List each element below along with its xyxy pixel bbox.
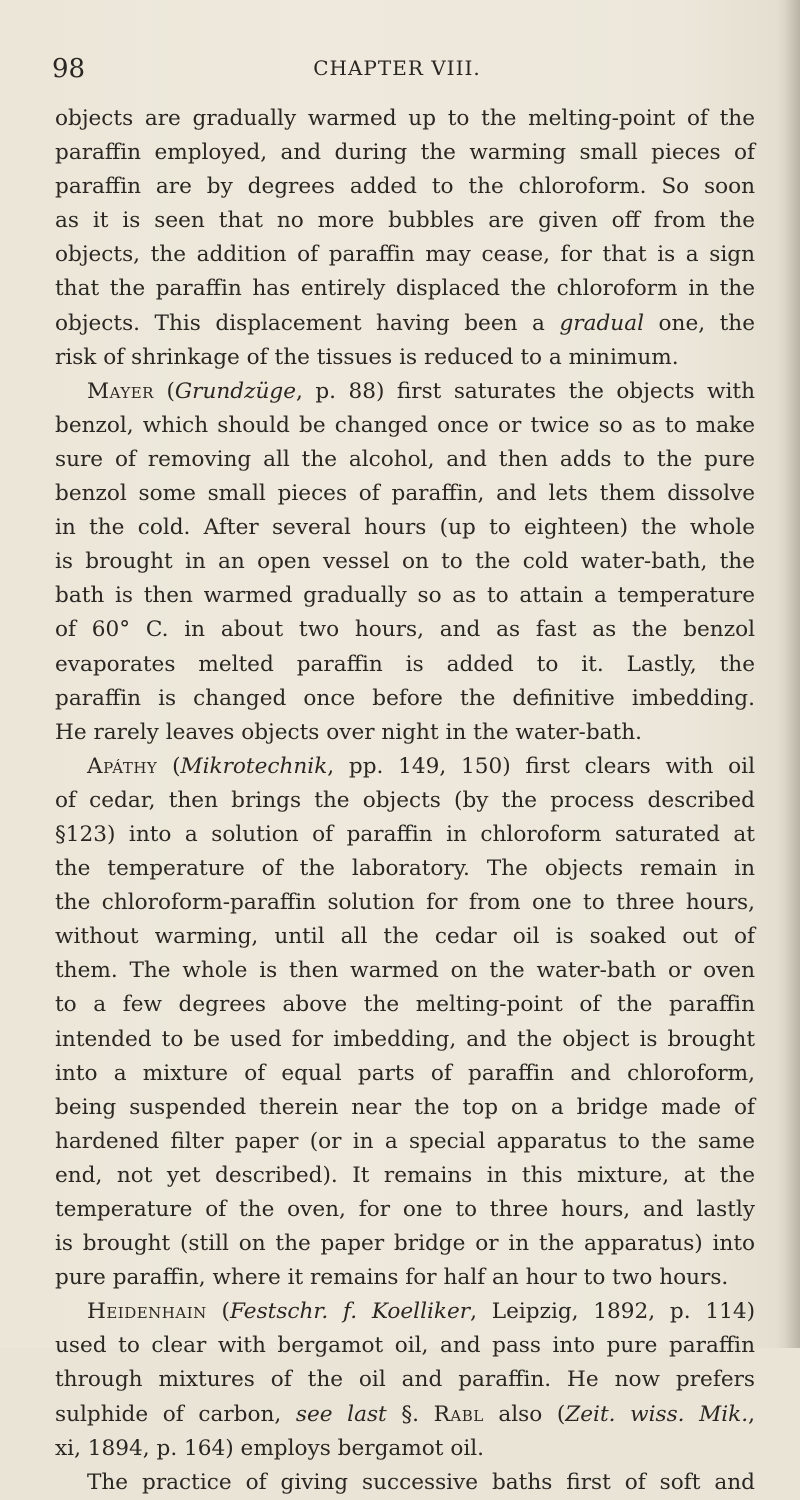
text-line [55,1363,755,1397]
text-run: bath is then warmed gradually so as to attain a temperature [55,583,755,609]
text-line [55,579,755,613]
text-run: risk of shrinkage of the tissues is reduced to a minimum. [55,344,679,370]
text-run: temperature of the oven, for one to three hours, and lastly [55,1197,755,1222]
text-line [55,1227,755,1261]
text-run: as it is seen that no more bubbles are given off from the [55,208,755,234]
author-name: Rabl [433,1401,484,1427]
text-run: one, the [644,310,755,336]
text-line [55,102,755,136]
text-run: sure of removing all the alcohol, and then adds to the pure [55,446,755,472]
text-line [55,341,755,375]
author-name: Heidenhain [87,1299,207,1325]
text-line [55,954,755,988]
text-line [55,1125,755,1159]
text-run: end, not yet described). It remains in this mixture, at the [55,1162,755,1188]
text-run: through mixtures of the oil and paraffin. He now prefers [55,1367,755,1393]
text-line [55,1295,755,1329]
text-line [55,988,755,1022]
text-run: , p. 88) first saturates the objects with [296,378,756,404]
text-run: of 60° C. in about two hours, and as fast as the benzol [55,617,755,643]
text-run: evaporates melted paraffin is added to it. Lastly, the [55,651,755,677]
text-run: paraffin are by degrees added to the chloroform. So soon [55,174,755,200]
text-run: also ( [483,1401,566,1427]
text-line [55,784,755,818]
text-run: is brought in an open vessel on to the cold water-bath, the [55,549,755,575]
text-run: ( [157,753,181,779]
text-run: paraffin employed, and during the warming small pieces of [55,140,755,166]
text-run: He rarely leaves objects over night in the water-bath. [55,719,642,745]
text-line [55,238,755,272]
text-run: , Leipzig, 1892, p. 114) [470,1299,755,1325]
text-run: of cedar, then brings the objects (by the process described [55,787,755,813]
text-line [55,920,755,954]
italic-text: Festschr. f. Koelliker [229,1299,471,1325]
text-line [55,1091,755,1125]
text-run: hardened filter paper (or in a special apparatus to the same [55,1128,755,1154]
italic-text: gradual [559,310,644,336]
text-line [55,886,755,920]
text-line [55,511,755,545]
text-run: the temperature of the laboratory. The objects remain in [55,856,755,882]
text-line [55,648,755,682]
text-run: xi, 1894, p. 164) employs bergamot oil. [55,1435,484,1461]
text-run: The practice of giving successive baths first of soft and [87,1469,755,1495]
text-line [55,375,755,409]
text-run: the chloroform-paraffin solution for from one to three hours, [55,890,755,916]
text-run: objects are gradually warmed up to the melting-point of the [55,106,755,131]
text-run: §. [386,1401,434,1427]
text-run: §123) into a solution of paraffin in chloroform saturated at [55,821,755,847]
text-line [55,1193,755,1227]
text-run: in the cold. After several hours (up to eighteen) the whole [55,515,755,541]
text-run: , pp. 149, 150) first clears with oil [327,753,755,779]
text-run: is brought (still on the paper bridge or in the apparatus) into [55,1231,755,1257]
text-line [55,852,755,886]
italic-text: see last [295,1401,387,1427]
text-run: them. The whole is then warmed on the water-bath or oven [55,958,755,984]
text-run: objects. This displacement having been a [55,310,560,336]
text-line [55,1432,755,1466]
text-line [55,716,755,750]
text-line [55,1057,755,1091]
italic-text: Zeit. wiss. Mik. [565,1401,749,1427]
text-line [55,1261,755,1295]
text-run: into a mixture of equal parts of paraffin and chloroform, [55,1060,755,1086]
text-line [55,1466,755,1500]
text-run: used to clear with bergamot oil, and pass into pure paraffin [55,1333,755,1359]
text-run: pure paraffin, where it remains for half an hour to two hours. [55,1265,729,1291]
text-line [55,1159,755,1193]
text-line [55,443,755,477]
author-name: Apáthy [87,753,158,779]
text-run: ( [153,378,175,404]
text-line [55,1023,755,1057]
text-run: to a few degrees above the melting-point of the paraffin [55,992,755,1018]
text-line [55,1398,755,1432]
author-name: Mayer [87,378,154,404]
text-run: being suspended therein near the top on a bridge made of [55,1094,755,1120]
text-line [55,272,755,306]
chapter-title: CHAPTER VIII. [313,56,481,80]
text-run: objects, the addition of paraffin may cease, for that is a sign [55,242,755,268]
running-header [52,48,752,88]
text-run: that the paraffin has entirely displaced the chloroform in the [55,276,755,302]
text-run: benzol some small pieces of paraffin, and lets them dissolve [55,481,755,507]
page-edge [786,0,800,1348]
text-line [55,307,755,341]
text-line [55,545,755,579]
text-line [55,750,755,784]
text-run: ( [206,1299,230,1325]
text-line [55,613,755,647]
text-run: without warming, until all the cedar oil is soaked out of [55,924,755,950]
text-run: benzol, which should be changed once or twice so as to make [55,412,755,438]
text-line [55,1329,755,1363]
text-run: intended to be used for imbedding, and the object is brought [55,1026,755,1052]
text-line [55,409,755,443]
page-number: 98 [52,54,86,84]
text-line [55,170,755,204]
text-line [55,204,755,238]
text-run: paraffin is changed once before the definitive imbedding. [55,685,755,711]
text-run: , [748,1401,756,1427]
text-run: sulphide of carbon, [55,1401,296,1427]
text-line [55,818,755,852]
italic-text: Mikrotechnik [180,753,328,779]
text-line [55,682,755,716]
text-line [55,477,755,511]
text-line [55,136,755,170]
italic-text: Grundzüge [174,378,296,404]
body-text [55,102,755,1500]
